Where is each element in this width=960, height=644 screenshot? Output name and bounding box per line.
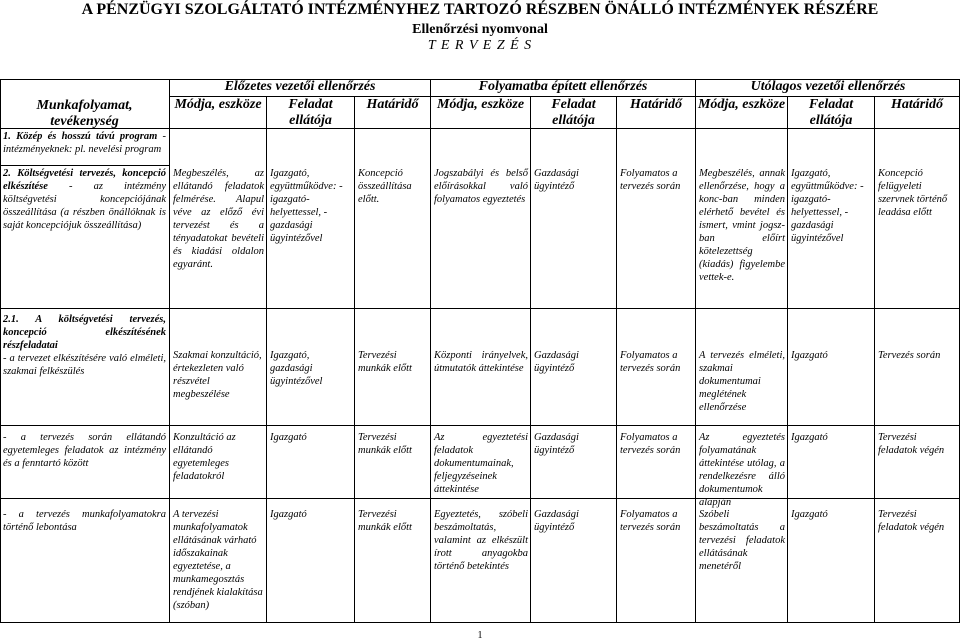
row-4-after-deadline: Tervezési feladatok végén — [878, 432, 945, 456]
header-workflow: Munkafolyamat, tevékenység — [36, 98, 133, 129]
row-2-activity — [3, 167, 166, 307]
row-5-after-task: Igazgató — [791, 509, 828, 520]
row-5-inprocess-method: Egyeztetés, szóbeli beszámoltatás, valamint az elkészült írott anyagokba történő betekintés — [434, 509, 528, 572]
row-2-prior-task: Igazgató, együttműködve: - igazgató-helyettessel, - gazdasági ügyintézővel — [270, 168, 343, 244]
row-5-activity — [3, 508, 166, 621]
row-2-after-task: Igazgató, együttműködve: - igazgató-helyettessel, - gazdasági ügyintézővel — [791, 168, 864, 244]
row-3-inprocess-task: Gazdasági ügyintéző — [534, 350, 579, 374]
header-group-prior: Előzetes vezetői ellenőrzés — [224, 79, 376, 94]
row-3-activity — [3, 313, 166, 424]
row-5-inprocess-deadline: Folyamatos a tervezés során — [620, 509, 681, 533]
row-4-after-task: Igazgató — [791, 432, 828, 443]
row-3-inprocess-method: Központi irányelvek, útmutatók áttekintése — [434, 350, 528, 374]
row-5-inprocess-task: Gazdasági ügyintéző — [534, 509, 579, 533]
row-2-after-method: Megbeszélés, annak ellenőrzése, hogy a konc-ban minden elérhető bevétel és ismert, vmint jogsz-ban előírt kötelezettség (kiadás) figyelembe vettek-e. — [699, 168, 785, 283]
header-deadline-2: Határidő — [629, 97, 683, 112]
row-4-prior-task: Igazgató — [270, 432, 307, 443]
row-1-activity-body: - intézményeknek: pl. nevelési program — [3, 131, 167, 155]
row-3-inprocess-deadline: Folyamatos a tervezés során — [620, 350, 681, 374]
row-2-inprocess-task: Gazdasági ügyintéző — [534, 168, 579, 192]
row-4-inprocess-deadline: Folyamatos a tervezés során — [620, 432, 681, 456]
row-3-after-deadline: Tervezés során — [878, 350, 941, 361]
document-subtitle: Ellenőrzési nyomvonal — [412, 22, 548, 37]
row-5-after-method: Szóbeli beszámoltatás a tervezési feladatok ellátásának menetéről — [699, 509, 785, 572]
row-3-activity-title: 2.1. A költségvetési tervezés, koncepció elkészítésének részfeladatai — [3, 314, 166, 351]
header-task-3: Feladat ellátója — [808, 97, 854, 128]
row-2-activity-title: 2. Költségvetési tervezés, koncepció elkészítése — [3, 168, 166, 192]
row-3-prior-method: Szakmai konzultáció, értekezleten való részvétel megbeszélése — [173, 350, 262, 400]
row-4-prior-method: Konzultáció az ellátandó egyetemleges feladatokról — [173, 432, 236, 482]
row-3-prior-deadline: Tervezési munkák előtt — [358, 350, 412, 374]
row-3-after-method: A tervezés elméleti, szakmai dokumentumai meglétének ellenőrzése — [699, 350, 785, 413]
row-4-after-method: Az egyeztetés folyamatának áttekintése utólag, a rendelkezésre álló dokumentumok alapján — [699, 432, 785, 508]
row-4-activity-body: - a tervezés során ellátandó egyetemleges feladatok az intézmény és a fenntartó között — [3, 432, 166, 469]
header-method-2: Módja, eszköze — [436, 97, 525, 112]
row-5-after-deadline: Tervezési feladatok végén — [878, 509, 945, 533]
row-5-activity-body: - a tervezés munkafolyamatokra történő lebontása — [3, 509, 166, 533]
row-4-prior-deadline: Tervezési munkák előtt — [358, 432, 412, 456]
header-group-inprocess: Folyamatba épített ellenőrzés — [478, 79, 648, 94]
row-2-activity-body: - az intézmény költségvetési koncepciójának összeállítása (a részben önállóknak is saját koncepciójuk összeállítása) — [3, 181, 166, 231]
row-2-prior-deadline: Koncepció összeállítása előtt. — [358, 168, 412, 205]
row-3-after-task: Igazgató — [791, 350, 828, 361]
row-4-activity — [3, 431, 166, 497]
document-title: A PÉNZÜGYI SZOLGÁLTATÓ INTÉZMÉNYHEZ TARTOZÓ RÉSZBEN ÖNÁLLÓ INTÉZMÉNYEK RÉSZÉRE — [81, 1, 879, 18]
row-4-inprocess-task: Gazdasági ügyintéző — [534, 432, 579, 456]
row-4-inprocess-method: Az egyeztetési feladatok dokumentumainak, feljegyzéseinek áttekintése — [434, 432, 528, 495]
header-method-3: Módja, eszköze — [697, 97, 786, 112]
header-deadline-3: Határidő — [890, 97, 944, 112]
row-3-activity-body: - a tervezet elkészítésére való elméleti, szakmai felkészülés — [3, 353, 166, 377]
document-section: T E R V E Z É S — [427, 38, 533, 53]
header-method-1: Módja, eszköze — [174, 97, 262, 112]
row-2-inprocess-deadline: Folyamatos a tervezés során — [620, 168, 681, 192]
page-number: 1 — [477, 630, 483, 641]
row-5-prior-method: A tervezési munkafolyamatok ellátásának várható időszakainak egyeztetése, a munkamegosztás rendjének kialakítása (szóban) — [173, 509, 263, 611]
header-task-2: Feladat ellátója — [551, 97, 596, 128]
row-2-prior-method: Megbeszélés, az ellátandó feladatok felmérése. Alapul véve az előző évi tervezést és a tényadatokat bevételi és kiadási oldalon egyaránt. — [173, 168, 264, 270]
header-deadline-1: Határidő — [366, 97, 419, 112]
row-5-prior-deadline: Tervezési munkák előtt — [358, 509, 412, 533]
row-2-inprocess-method: Jogszabályi és belső előírásokkal való folyamatos egyeztetés — [434, 168, 528, 205]
row-1-activity — [3, 130, 166, 165]
header-task-1: Feladat ellátója — [288, 97, 333, 128]
header-group-after: Utólagos vezetői ellenőrzés — [750, 79, 906, 94]
row-1-activity-title: 1. Közép és hosszú távú program — [3, 131, 158, 142]
row-3-prior-task: Igazgató, gazdasági ügyintézővel — [270, 350, 323, 387]
row-2-after-deadline: Koncepció felügyeleti szervnek történő leadása előtt — [878, 168, 948, 218]
row-5-prior-task: Igazgató — [270, 509, 307, 520]
